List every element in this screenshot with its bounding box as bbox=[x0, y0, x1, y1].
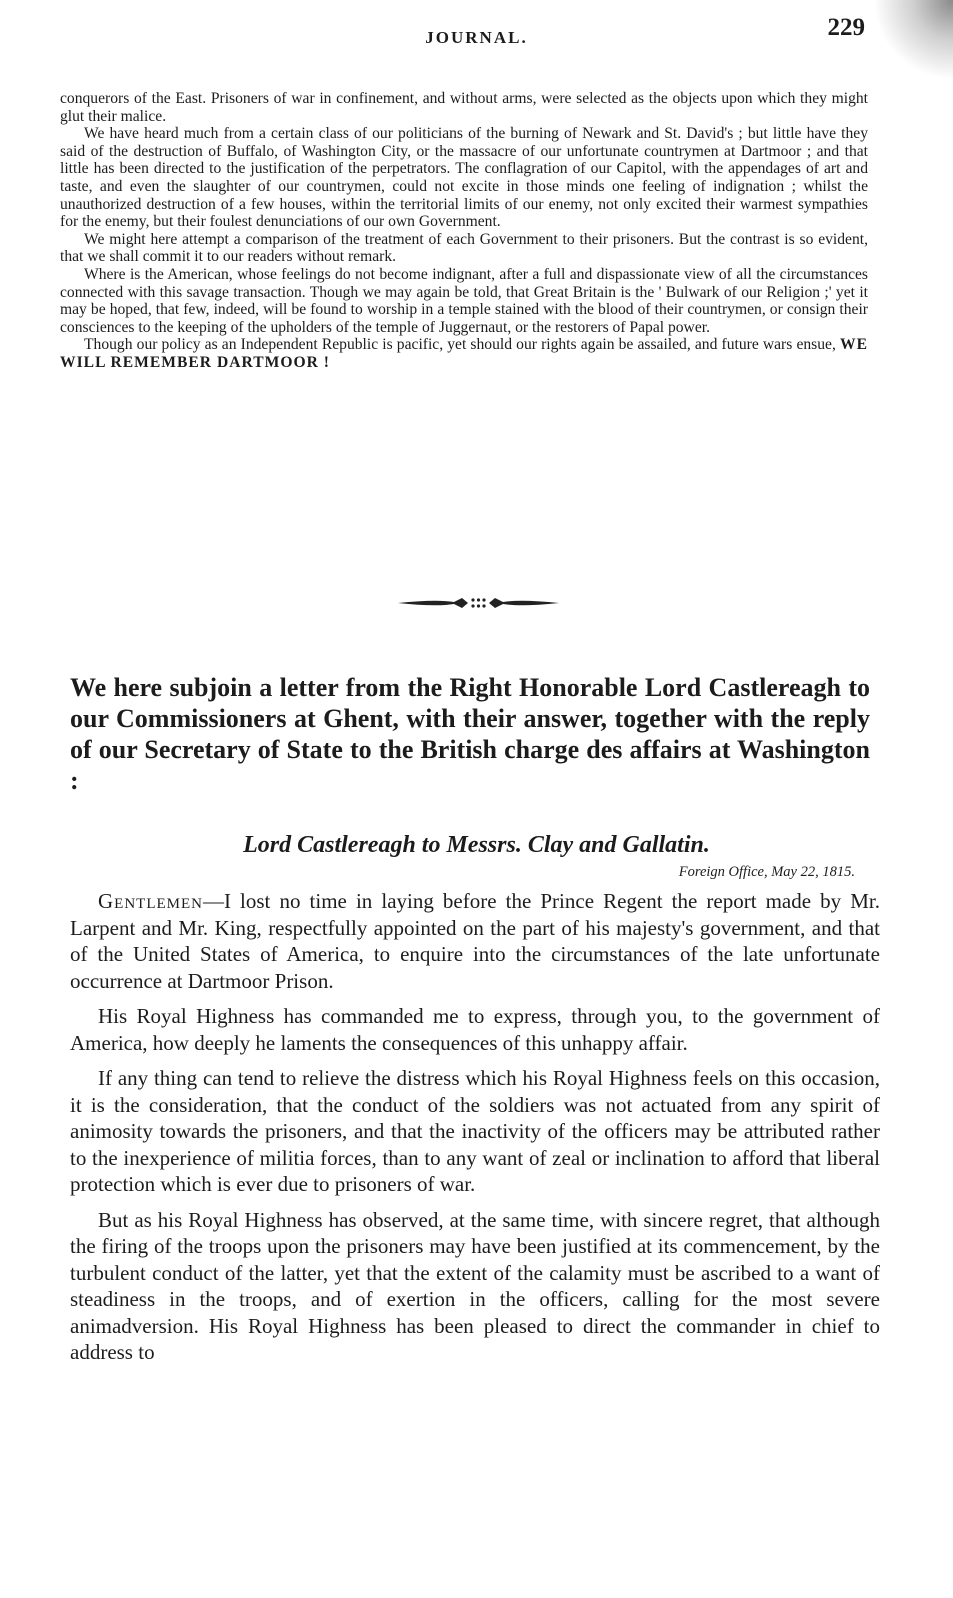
paragraph: We might here attempt a comparison of the treatment of each Government to their prisoners. But the contrast is so evident, that we shall commit it to our readers without remark. bbox=[60, 230, 868, 266]
letter-paragraph bbox=[70, 888, 880, 994]
salutation: Gentlemen bbox=[98, 889, 203, 913]
letter-paragraph: His Royal Highness has commanded me to express, through you, to the government of America, how deeply he laments the consequences of this unhappy affair. bbox=[70, 1004, 880, 1055]
paragraph: We have heard much from a certain class of our politicians of the burning of Newark and St. David's ; but little have they said of the destruction of Buffalo, of Washington City, or the massacre of our unfortunate countrymen at Dartmoor ; and that little has been directed to the justification of the perpetrators. The conflagration of our Capitol, with the appendages of art and taste, and even the slaughter of our countrymen, could not excite in those minds one feeling of indignation ; whilst the unauthorized destruction of a few houses, within the territorial limits of our enemy, not only excited their warmest sympathies for the enemy, but their foulest denunciations of our own Government. bbox=[60, 125, 868, 231]
paragraph-lead: Though our policy as an Independent Republic is pacific, yet should our rights again be assailed, and future wars ensue, bbox=[84, 336, 836, 354]
letter-paragraph: If any thing can tend to relieve the distress which his Royal Highness feels on this occasion, it is the consideration, that the conduct of the soldiers was not actuated from any spirit of animosity towards the prisoners, and that the inactivity of the officers may be attributed rather to the inexperience of militia forces, than to any want of zeal or inclination to afford that liberal protection which is ever due to prisoners of war. bbox=[70, 1066, 880, 1196]
running-head: JOURNAL. bbox=[425, 28, 528, 47]
section-heading: We here subjoin a letter from the Right Honorable Lord Castlereagh to our Commissioners at Ghent, with their answer, together with the reply of our Secretary of State to the British charge des affairs at Washington : bbox=[70, 673, 870, 795]
paragraph: conquerors of the East. Prisoners of war in confinement, and without arms, were selected as the objects upon which they might glut their malice. bbox=[60, 90, 868, 125]
paragraph: Where is the American, whose feelings do not become indignant, after a full and dispassionate view of all the circumstances connected with this savage transaction. Though we may again be told, that Great Britain is the ' Bulwark of our Religion ;' yet it may be hoped, that few, indeed, will be found to worship in a temple stained with the blood of their countrymen, or consign their consciences to the keeping of the upholders of the temple of Juggernaut, or the restorers of Papal power. bbox=[60, 265, 868, 336]
ornamental-rule-icon bbox=[396, 590, 561, 616]
paragraph-final bbox=[60, 336, 868, 371]
letter-dateline: Foreign Office, May 22, 1815. bbox=[678, 864, 855, 880]
salutation-text: —I lost no time in laying before the Prince Regent the report made by Mr. Larpent and Mr. King, respectfully appointed on the part of his majesty's government, and that of the United States of America, to enquire into the circumstances of the late unfortunate occurrence at Dartmoor Prison. bbox=[70, 889, 880, 993]
letter-paragraph: But as his Royal Highness has observed, at the same time, with sincere regret, that although the firing of the troops upon the prisoners may have been justified at its commencement, by the turbulent conduct of the latter, yet that the extent of the calamity must be ascribed to a want of steadiness in the troops, and of exertion in the officers, calling for the most severe animadversion. His Royal Highness has been pleased to direct the commander in chief to address to bbox=[70, 1207, 880, 1364]
letter-title: Lord Castlereagh to Messrs. Clay and Gallatin. bbox=[243, 832, 710, 858]
letter-body bbox=[70, 888, 880, 1375]
page-number: 229 bbox=[827, 14, 865, 41]
upper-text-block bbox=[60, 90, 868, 372]
emphasis-text: WE WILL REMEMBER DARTMOOR ! bbox=[60, 336, 868, 371]
